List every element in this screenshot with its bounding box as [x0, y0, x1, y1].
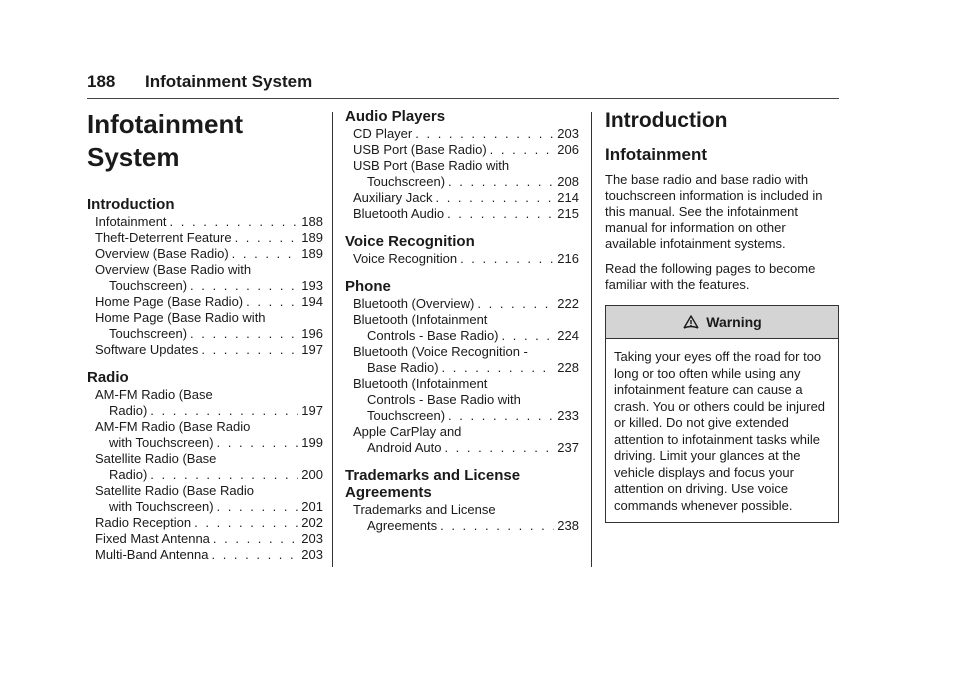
toc-entry[interactable] [95, 342, 323, 358]
toc-entry-page: 189 [301, 246, 323, 261]
toc-heading-radio: Radio [87, 369, 129, 386]
toc-heading-audio-players: Audio Players [345, 108, 446, 125]
toc-entry[interactable] [95, 419, 323, 451]
section-title: Introduction [605, 109, 728, 132]
toc-entry-title-line1: AM-FM Radio (Base [95, 387, 213, 402]
warning-triangle-icon [682, 313, 700, 331]
toc-column-left [87, 108, 323, 563]
body-paragraph: The base radio and base radio with touchscreen information is included in this manual. See the infotainment manual for information on other available infotainment systems. [605, 172, 823, 251]
toc-entry-title-line1: Bluetooth (Infotainment [353, 312, 488, 327]
toc-entry-title: USB Port (Base Radio) [353, 142, 487, 157]
intro-column [605, 108, 839, 523]
chapter-title-line1: Infotainment [87, 109, 243, 139]
leader-dots [246, 294, 298, 310]
leader-dots [170, 214, 299, 230]
toc-entry-page: 238 [557, 518, 579, 533]
subsection-title: Infotainment [605, 145, 707, 164]
page-header [87, 72, 839, 99]
toc-entry[interactable] [353, 206, 579, 222]
toc-entry-page: 197 [301, 403, 323, 418]
toc-entry-page: 214 [557, 190, 579, 205]
toc-entry-title: Radio) [109, 467, 148, 482]
leader-dots [201, 342, 298, 358]
toc-entry-title-line2: Controls - Base Radio with [367, 392, 521, 407]
toc-entry-title-line1: Apple CarPlay and [353, 424, 462, 439]
leader-dots [232, 246, 299, 262]
toc-entry[interactable] [353, 158, 579, 190]
toc-entry-page: 200 [301, 467, 323, 482]
toc-entry-title: Touchscreen) [367, 174, 446, 189]
leader-dots [211, 547, 298, 563]
leader-dots [477, 296, 554, 312]
toc-entry[interactable] [95, 246, 323, 262]
toc-entry-title-line1: Trademarks and License [353, 502, 496, 517]
leader-dots [460, 251, 554, 267]
toc-entry-page: 203 [557, 126, 579, 141]
toc-entry-page: 222 [557, 296, 579, 311]
toc-entry[interactable] [353, 126, 579, 142]
toc-entry[interactable] [95, 483, 323, 515]
toc-entry-title: Home Page (Base Radio) [95, 294, 244, 309]
toc-list-radio [95, 387, 323, 563]
leader-dots [190, 278, 298, 294]
toc-heading-line1: Trademarks and License [345, 467, 521, 484]
toc-entry-title: Multi-Band Antenna [95, 547, 209, 562]
toc-entry-title: Controls - Base Radio) [367, 328, 499, 343]
chapter-title [87, 108, 323, 174]
toc-entry-page: 215 [557, 206, 579, 221]
toc-entry-title: Base Radio) [367, 360, 439, 375]
toc-entry-title-line1: Bluetooth (Infotainment [353, 376, 488, 391]
toc-list-introduction [95, 214, 323, 358]
leader-dots [150, 403, 298, 419]
toc-entry-title: Radio Reception [95, 515, 192, 530]
toc-entry-title: Fixed Mast Antenna [95, 531, 210, 546]
toc-entry[interactable] [353, 251, 579, 267]
leader-dots [150, 467, 298, 483]
leader-dots [190, 326, 298, 342]
leader-dots [442, 360, 555, 376]
leader-dots [490, 142, 555, 158]
toc-heading-phone: Phone [345, 278, 391, 295]
toc-entry[interactable] [95, 387, 323, 419]
toc-entry-page: 224 [557, 328, 579, 343]
toc-entry[interactable] [95, 294, 323, 310]
toc-heading-line2: Agreements [345, 484, 432, 501]
toc-entry-page: 194 [301, 294, 323, 309]
column-divider [591, 112, 592, 567]
toc-entry-page: 237 [557, 440, 579, 455]
toc-heading-introduction: Introduction [87, 196, 175, 213]
toc-entry-title: Theft-Deterrent Feature [95, 230, 232, 245]
toc-entry-page: 188 [301, 214, 323, 229]
leader-dots [448, 174, 554, 190]
chapter-title-line2: System [87, 142, 180, 172]
toc-entry[interactable] [95, 230, 323, 246]
toc-entry-page: 203 [301, 547, 323, 562]
leader-dots [448, 408, 554, 424]
toc-entry-page: 193 [301, 278, 323, 293]
toc-entry[interactable] [95, 515, 323, 531]
toc-entry-page: 203 [301, 531, 323, 546]
body-paragraph: Read the following pages to become familiar with the features. [605, 261, 816, 292]
toc-list-voice-recognition [353, 251, 579, 267]
toc-entry[interactable] [353, 376, 579, 424]
toc-entry-title-line1: Overview (Base Radio with [95, 262, 252, 277]
warning-box [605, 305, 839, 523]
toc-entry-title: Infotainment [95, 214, 167, 229]
toc-heading-voice-recognition: Voice Recognition [345, 233, 475, 250]
toc-entry[interactable] [353, 190, 579, 206]
leader-dots [213, 531, 298, 547]
toc-entry-page: 202 [301, 515, 323, 530]
leader-dots [440, 518, 554, 534]
leader-dots [217, 435, 299, 451]
warning-header [606, 306, 838, 339]
leader-dots [235, 230, 299, 246]
toc-entry[interactable] [95, 214, 323, 230]
toc-entry-page: 199 [301, 435, 323, 450]
toc-entry-page: 228 [557, 360, 579, 375]
toc-list-phone [353, 296, 579, 456]
toc-entry-page: 196 [301, 326, 323, 341]
toc-entry-title: Agreements [367, 518, 438, 533]
warning-label: Warning [706, 314, 762, 330]
toc-column-middle [345, 108, 579, 534]
toc-entry-title: Radio) [109, 403, 148, 418]
toc-entry-title: Voice Recognition [353, 251, 458, 266]
toc-list-trademarks [353, 502, 579, 534]
leader-dots [444, 440, 554, 456]
leader-dots [435, 190, 554, 206]
toc-entry[interactable] [95, 262, 323, 294]
toc-entry-page: 201 [301, 499, 323, 514]
toc-entry-title: Touchscreen) [109, 326, 188, 341]
leader-dots [415, 126, 554, 142]
toc-list-audio-players [353, 126, 579, 222]
toc-entry[interactable] [353, 312, 579, 344]
leader-dots [502, 328, 555, 344]
toc-entry[interactable] [353, 296, 579, 312]
toc-entry-title-line1: Satellite Radio (Base Radio [95, 483, 254, 498]
toc-entry[interactable] [353, 424, 579, 456]
toc-entry-title: with Touchscreen) [109, 499, 214, 514]
toc-entry-title: Overview (Base Radio) [95, 246, 229, 261]
toc-entry-title: with Touchscreen) [109, 435, 214, 450]
toc-entry-title: Bluetooth Audio [353, 206, 445, 221]
toc-entry[interactable] [95, 547, 323, 563]
column-divider [332, 112, 333, 567]
toc-entry[interactable] [353, 142, 579, 158]
toc-entry[interactable] [95, 531, 323, 547]
toc-entry-page: 233 [557, 408, 579, 423]
toc-entry-title: Software Updates [95, 342, 199, 357]
toc-entry-page: 208 [557, 174, 579, 189]
warning-text: Taking your eyes off the road for too long or too often while using any infotainment feature can cause a crash. You or others could be injured or killed. Do not give extended attention to infotainment tasks while driving. Limit your glances at the vehicle displays and focus your attention on driving. Use voice commands whenever possible. [614, 349, 826, 513]
toc-entry-title: CD Player [353, 126, 413, 141]
toc-heading-trademarks [345, 467, 579, 501]
toc-entry-page: 206 [557, 142, 579, 157]
toc-entry-title-line1: Bluetooth (Voice Recognition - [353, 344, 528, 359]
toc-entry-title-line1: Home Page (Base Radio with [95, 310, 266, 325]
toc-entry-title: Android Auto [367, 440, 442, 455]
toc-entry-title-line1: Satellite Radio (Base [95, 451, 217, 466]
toc-entry-page: 189 [301, 230, 323, 245]
running-title: Infotainment System [145, 72, 313, 91]
toc-entry-title: Bluetooth (Overview) [353, 296, 475, 311]
toc-entry-title-line1: USB Port (Base Radio with [353, 158, 510, 173]
toc-entry[interactable] [95, 310, 323, 342]
leader-dots [447, 206, 554, 222]
leader-dots [194, 515, 298, 531]
page-number: 188 [87, 72, 116, 91]
leader-dots [217, 499, 299, 515]
toc-entry-title: Touchscreen) [367, 408, 446, 423]
toc-entry[interactable] [95, 451, 323, 483]
toc-entry-page: 197 [301, 342, 323, 357]
toc-entry[interactable] [353, 502, 579, 534]
toc-entry-page: 216 [557, 251, 579, 266]
toc-entry[interactable] [353, 344, 579, 376]
toc-entry-title-line1: AM-FM Radio (Base Radio [95, 419, 251, 434]
toc-entry-title: Auxiliary Jack [353, 190, 433, 205]
toc-entry-title: Touchscreen) [109, 278, 188, 293]
